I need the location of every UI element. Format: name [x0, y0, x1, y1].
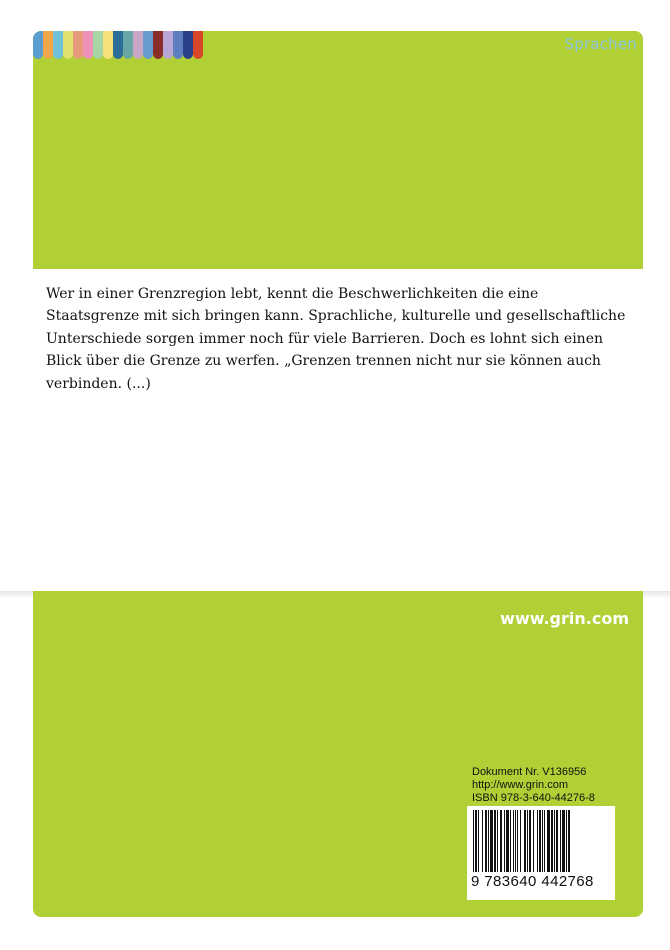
barcode-bar	[504, 810, 505, 874]
color-stripe	[53, 31, 63, 59]
barcode-bar	[517, 810, 518, 874]
blurb-text: Wer in einer Grenzregion lebt, kennt die Beschwerlichkeiten die eine Staatsgrenze mit sich bringen kann. Sprachliche, kulturelle und gesellschaftliche Unterschiede sorgen immer noch für viele Barrieren. Doch es lohnt sich einen Blick über die Grenze zu werfen. „Grenzen trennen nicht nur sie können auch verbinden. (...)	[46, 286, 626, 392]
color-stripe	[93, 31, 103, 59]
barcode-bar	[547, 810, 550, 874]
color-stripe	[143, 31, 153, 59]
barcode	[467, 806, 615, 900]
cover-bottom-panel	[33, 591, 643, 917]
barcode-bar	[529, 810, 531, 874]
color-stripe	[83, 31, 93, 59]
document-number: Dokument Nr. V136956	[472, 766, 587, 778]
barcode-bar	[533, 810, 534, 874]
barcode-bars	[473, 810, 609, 874]
barcode-bar	[537, 810, 538, 874]
color-stripe	[33, 31, 43, 59]
color-stripe	[153, 31, 163, 59]
barcode-bar	[488, 810, 489, 874]
barcode-digits: 9 783640 442768	[471, 872, 613, 890]
barcode-bar	[500, 810, 502, 874]
barcode-bar	[494, 810, 496, 874]
barcode-bar	[513, 810, 514, 874]
color-stripes	[33, 31, 203, 59]
isbn: ISBN 978-3-640-44276-8	[472, 792, 595, 804]
cover-top-panel	[33, 31, 643, 269]
barcode-bar	[482, 810, 483, 874]
color-stripe	[163, 31, 173, 59]
barcode-bar	[515, 810, 516, 874]
barcode-bar	[510, 810, 511, 874]
imprint-url[interactable]: http://www.grin.com	[472, 779, 568, 791]
color-stripe	[183, 31, 193, 59]
barcode-bar	[556, 810, 558, 874]
barcode-bar	[560, 810, 561, 874]
color-stripe	[123, 31, 133, 59]
barcode-bar	[478, 810, 479, 874]
barcode-bar	[554, 810, 555, 874]
barcode-bar	[520, 810, 521, 874]
website-link[interactable]: www.grin.com	[500, 609, 629, 628]
barcode-bar	[506, 810, 509, 874]
barcode-bar	[562, 810, 565, 874]
color-stripe	[193, 31, 203, 59]
barcode-bar	[551, 810, 553, 874]
barcode-bar	[475, 810, 477, 874]
color-stripe	[173, 31, 183, 59]
imprint-block	[472, 766, 595, 805]
category-label: Sprachen	[564, 35, 637, 53]
color-stripe	[43, 31, 53, 59]
blurb-area	[33, 269, 643, 591]
color-stripe	[63, 31, 73, 59]
color-stripe	[113, 31, 123, 59]
barcode-bar	[485, 810, 487, 874]
barcode-bar	[497, 810, 498, 874]
color-stripe	[133, 31, 143, 59]
barcode-bar	[542, 810, 543, 874]
barcode-bar	[539, 810, 541, 874]
barcode-bar	[527, 810, 528, 874]
barcode-bar	[490, 810, 493, 874]
color-stripe	[73, 31, 83, 59]
barcode-bar	[544, 810, 545, 874]
barcode-bar	[566, 810, 567, 874]
barcode-bar	[568, 810, 570, 874]
barcode-bar	[524, 810, 526, 874]
barcode-bar	[473, 810, 474, 874]
color-stripe	[103, 31, 113, 59]
